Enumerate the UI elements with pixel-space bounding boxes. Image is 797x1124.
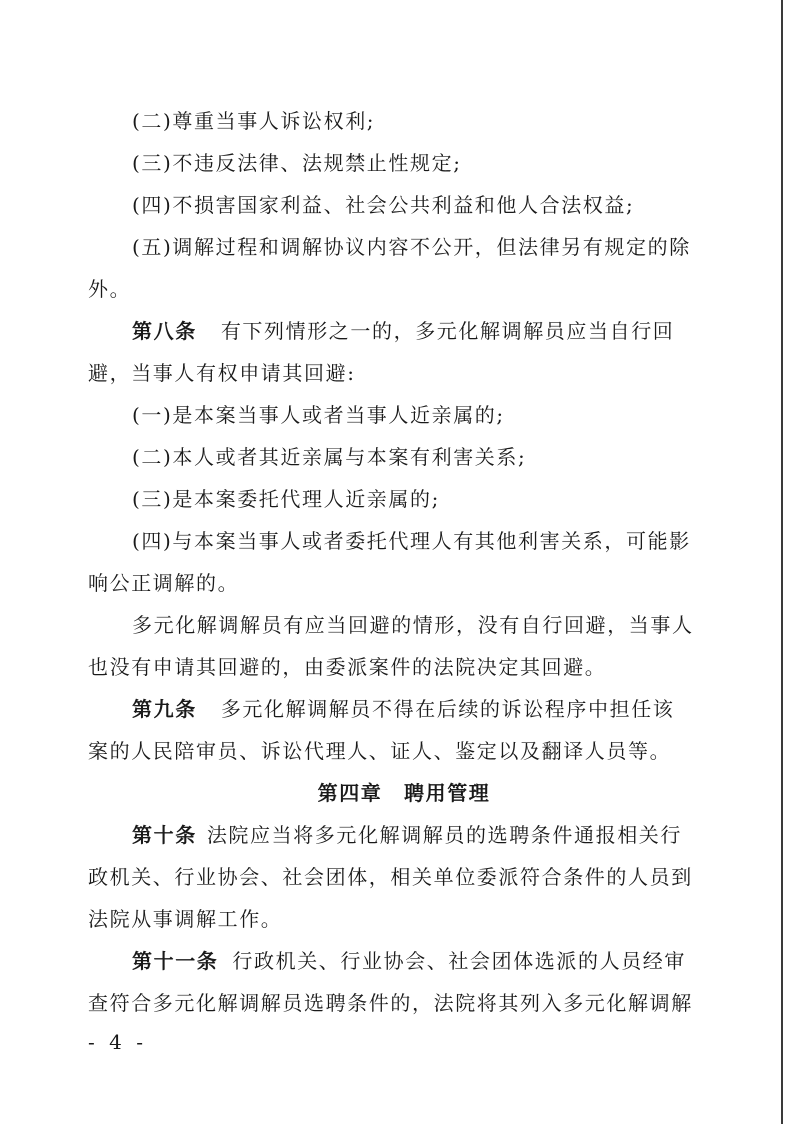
clause-line: (五)调解过程和调解协议内容不公开，但法律另有规定的除 [132,235,691,259]
article-8-title: 第八条 [132,319,197,343]
article-8-item: (三)是本案委托代理人近亲属的; [132,487,440,511]
article-8-item: (四)与本案当事人或者委托代理人有其他利害关系，可能影 [132,529,691,553]
article-10-title: 第十条 [132,823,197,847]
article-8-item-continued: 响公正调解的。 [88,571,240,595]
article-9-line-1 [88,688,700,730]
article-8-item: (二)本人或者其近亲属与本案有利害关系; [132,445,527,469]
binding-edge-line [781,0,783,1124]
article-9-line-2: 案的人民陪审员、诉讼代理人、证人、鉴定以及翻译人员等。 [88,739,672,763]
article-11-title: 第十一条 [132,949,219,973]
document-body [88,100,700,1024]
article-9-title: 第九条 [132,697,197,721]
clause-line: (四)不损害国家利益、社会公共利益和他人合法权益; [132,193,635,217]
article-8-paragraph-line-2: 也没有申请其回避的，由委派案件的法院决定其回避。 [88,655,607,679]
clause-line: (二)尊重当事人诉讼权利; [132,109,376,133]
article-10-line-3: 法院从事调解工作。 [88,907,283,931]
clause-line: (三)不违反法律、法规禁止性规定; [132,151,462,175]
article-11-line-1 [88,940,700,982]
article-9-text: 多元化解调解员不得在后续的诉讼程序中担任该 [220,697,675,721]
article-8-item: (一)是本案当事人或者当事人近亲属的; [132,403,505,427]
article-8-line-1 [88,310,700,352]
chapter-heading: 第四章 聘用管理 [317,781,491,805]
page-number: - 4 - [88,1030,147,1054]
article-10-line-1 [88,814,700,856]
article-11-text: 行政机关、行业协会、社会团体选派的人员经审 [232,949,687,973]
article-10-line-2: 政机关、行业协会、社会团体，相关单位委派符合条件的人员到 [88,865,693,889]
clause-line-continued: 外。 [88,277,132,301]
article-8-paragraph-line-1: 多元化解调解员有应当回避的情形，没有自行回避，当事人 [132,613,694,637]
article-10-text: 法院应当将多元化解调解员的选聘条件通报相关行 [206,823,683,847]
article-8-line-2: 避，当事人有权申请其回避: [88,361,356,385]
article-8-text: 有下列情形之一的，多元化解调解员应当自行回 [220,319,675,343]
article-11-line-2: 查符合多元化解调解员选聘条件的，法院将其列入多元化解调解 [88,991,693,1015]
